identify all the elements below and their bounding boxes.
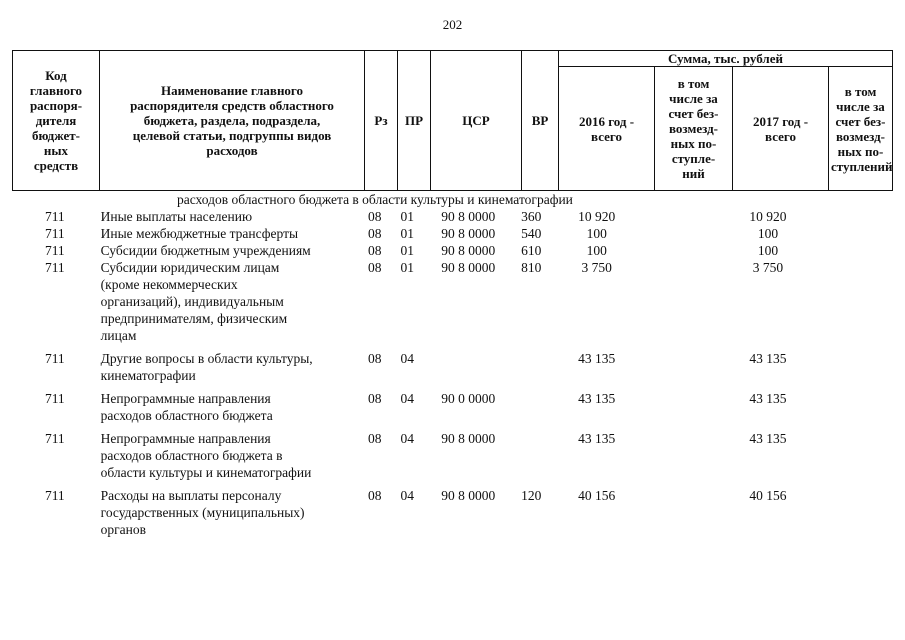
row-sum-2016: 100 <box>586 243 607 258</box>
row-name: Иные межбюджетные трансферты <box>100 226 299 241</box>
row-free-2016 <box>644 208 721 225</box>
row-pr: 01 <box>400 260 414 275</box>
row-free-2017 <box>815 390 892 424</box>
budget-table-body <box>12 191 892 544</box>
row-code: 711 <box>44 243 65 258</box>
continuation-row <box>12 191 892 208</box>
header-vr: ВР <box>522 51 559 191</box>
row-free-2017 <box>815 430 892 481</box>
row-free-2017 <box>815 350 892 384</box>
row-vr <box>513 430 549 481</box>
row-free-2017 <box>815 242 892 259</box>
row-pr: 04 <box>400 431 414 446</box>
table-row <box>12 259 892 344</box>
row-pr: 01 <box>400 209 414 224</box>
row-free-2016 <box>644 430 721 481</box>
row-code: 711 <box>44 488 65 503</box>
row-csr: 90 8 0000 <box>441 226 496 241</box>
header-2016-free: в том числе за счет без- возмезд- ных по- ступле- ний <box>655 67 733 191</box>
row-pr: 01 <box>400 243 414 258</box>
row-sum-2017: 43 135 <box>749 431 787 446</box>
table-row <box>12 208 892 225</box>
row-sum-2017: 10 920 <box>749 209 787 224</box>
header-code: Код главного распоря- дителя бюджет- ных средств <box>13 51 100 191</box>
row-sum-2016: 43 135 <box>578 391 616 406</box>
row-free-2017 <box>815 259 892 344</box>
row-csr: 90 8 0000 <box>441 243 496 258</box>
row-sum-2017: 3 750 <box>752 260 784 275</box>
table-row <box>12 350 892 384</box>
table-row <box>12 390 892 424</box>
row-sum-2017: 43 135 <box>749 391 787 406</box>
row-vr: 120 <box>521 488 542 503</box>
row-sum-2016: 100 <box>586 226 607 241</box>
row-rz: 08 <box>368 488 382 503</box>
row-code: 711 <box>44 226 65 241</box>
row-rz: 08 <box>368 260 382 275</box>
row-free-2016 <box>644 487 721 538</box>
row-rz: 08 <box>368 351 382 366</box>
row-pr: 04 <box>400 488 414 503</box>
row-name: Непрограммные направления расходов областного бюджета <box>100 391 273 423</box>
header-csr: ЦСР <box>431 51 522 191</box>
row-code: 711 <box>44 209 65 224</box>
row-vr: 610 <box>521 243 542 258</box>
row-free-2017 <box>815 487 892 538</box>
row-free-2016 <box>644 259 721 344</box>
row-free-2017 <box>815 225 892 242</box>
row-sum-2016: 3 750 <box>581 260 612 275</box>
row-rz: 08 <box>368 431 382 446</box>
row-name: Субсидии юридическим лицам (кроме некоммерческих организаций), индивидуальным предпринимателям, физическим лицам <box>100 260 288 343</box>
row-name: Другие вопросы в области культуры, кинематографии <box>100 351 313 383</box>
row-name: Иные выплаты населению <box>100 209 253 224</box>
row-sum-2016: 40 156 <box>578 488 616 503</box>
row-code: 711 <box>44 391 65 406</box>
row-sum-2017: 100 <box>757 226 779 241</box>
header-2017-free: в том числе за счет без- возмезд- ных по- ступлений <box>829 67 893 191</box>
row-sum-2016: 43 135 <box>578 431 616 446</box>
row-pr: 01 <box>400 226 414 241</box>
row-code: 711 <box>44 351 65 366</box>
row-free-2016 <box>644 390 721 424</box>
row-sum-2016: 10 920 <box>578 209 616 224</box>
header-name: Наименование главного распорядителя средств областного бюджета, раздела, подраздела, целевой статьи, подгруппы видов расходов <box>100 51 365 191</box>
row-rz: 08 <box>368 243 382 258</box>
page-number: 202 <box>442 17 463 32</box>
row-vr: 810 <box>521 260 542 275</box>
row-rz: 08 <box>368 391 382 406</box>
row-name: Расходы на выплаты персоналу государственных (муниципальных) органов <box>100 488 305 537</box>
row-csr <box>424 350 514 384</box>
row-code: 711 <box>44 260 65 275</box>
row-sum-2017: 40 156 <box>749 488 787 503</box>
row-sum-2017: 100 <box>757 243 779 258</box>
table-row <box>12 430 892 481</box>
row-csr: 90 8 0000 <box>441 431 496 446</box>
row-vr: 360 <box>521 209 542 224</box>
budget-table-header <box>12 50 893 191</box>
table-row <box>12 225 892 242</box>
row-sum-2016: 43 135 <box>578 351 616 366</box>
header-rz: Рз <box>365 51 398 191</box>
header-pr: ПР <box>398 51 431 191</box>
row-csr: 90 8 0000 <box>441 488 496 503</box>
row-rz: 08 <box>368 226 382 241</box>
row-pr: 04 <box>400 391 414 406</box>
row-csr: 90 0 0000 <box>441 391 496 406</box>
row-name: Непрограммные направления расходов областного бюджета в области культуры и кинематографии <box>100 431 312 480</box>
row-sum-2017: 43 135 <box>749 351 787 366</box>
row-csr: 90 8 0000 <box>441 209 496 224</box>
row-pr: 04 <box>400 351 414 366</box>
row-name: Субсидии бюджетным учреждениям <box>100 243 311 258</box>
row-vr <box>513 390 549 424</box>
row-rz: 08 <box>368 209 382 224</box>
row-code: 711 <box>44 431 65 446</box>
header-2017-total: 2017 год - всего <box>733 67 829 191</box>
row-vr <box>513 350 549 384</box>
header-sum: Сумма, тыс. рублей <box>559 51 893 67</box>
table-row <box>12 487 892 538</box>
row-free-2016 <box>644 242 721 259</box>
row-vr: 540 <box>521 226 542 241</box>
table-row <box>12 242 892 259</box>
continuation-text: расходов областного бюджета в области культуры и кинематографии <box>177 192 573 207</box>
row-free-2016 <box>644 225 721 242</box>
row-free-2017 <box>815 208 892 225</box>
row-free-2016 <box>644 350 721 384</box>
row-csr: 90 8 0000 <box>441 260 496 275</box>
header-2016-total: 2016 год - всего <box>559 67 655 191</box>
